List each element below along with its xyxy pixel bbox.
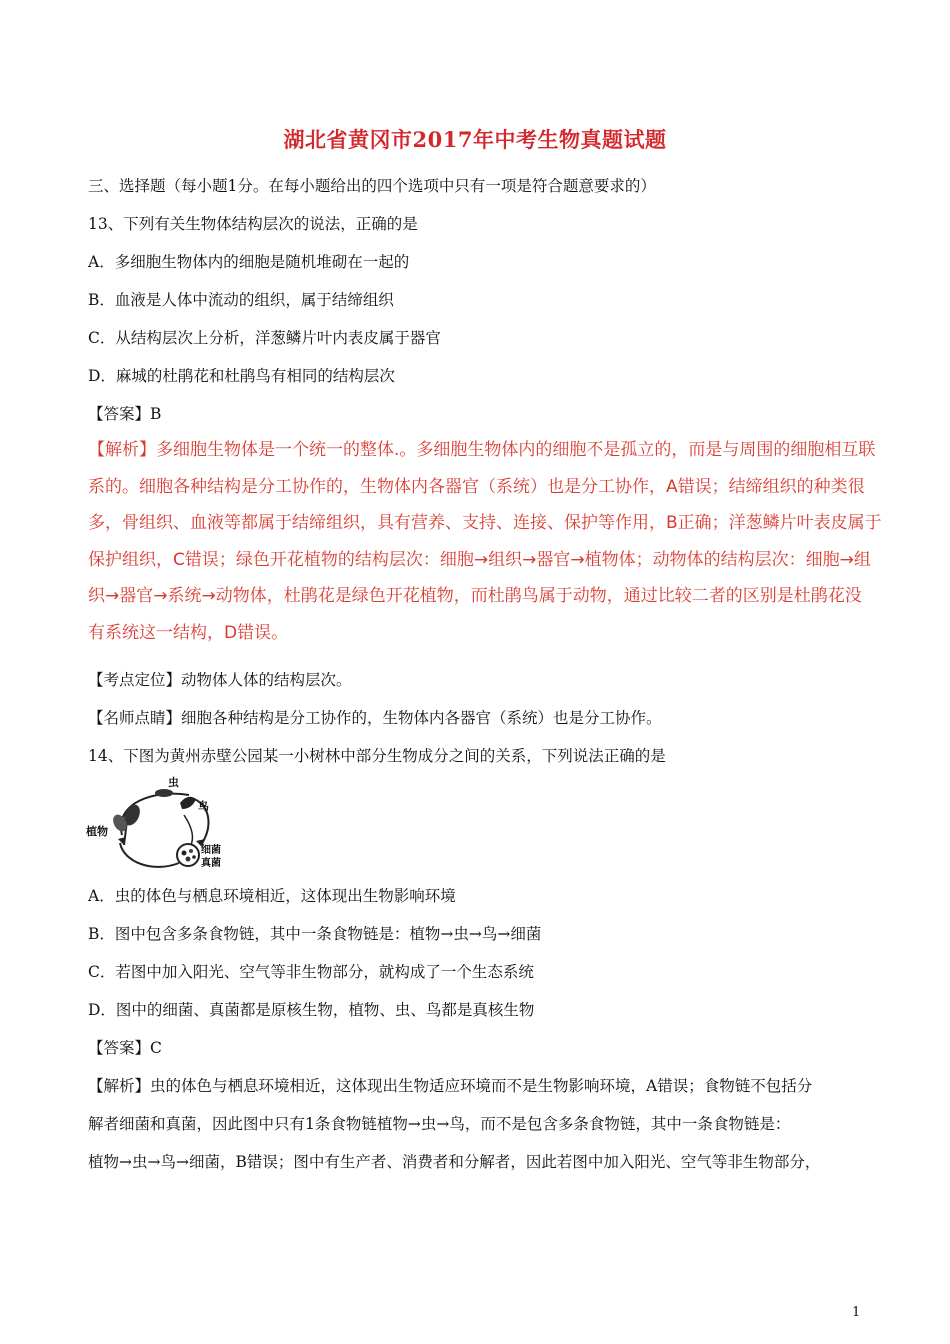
insect-icon xyxy=(155,789,173,797)
q13-option-a: A．多细胞生物体内的细胞是随机堆砌在一起的 xyxy=(88,253,410,271)
q13-option-b: B．血液是人体中流动的组织，属于结缔组织 xyxy=(88,291,394,309)
label-plant: 植物 xyxy=(86,825,108,838)
q14-option-d: D．图中的细菌、真菌都是原核生物，植物、虫、鸟都是真核生物 xyxy=(88,1001,535,1019)
q13-analysis-line: 多，骨组织、血液等都属于结缔组织，具有营养、支持、连接、保护等作用，B正确；洋葱鳞片叶表皮属于 xyxy=(88,513,882,533)
q13-analysis-line: 保护组织，C错误；绿色开花植物的结构层次：细胞→组织→器官→植物体；动物体的结构层次：细胞→组 xyxy=(88,549,871,570)
microbes-icon xyxy=(177,844,199,866)
label-fungi: 真菌 xyxy=(201,858,221,869)
q13-option-d: D．麻城的杜鹃花和杜鹃鸟有相同的结构层次 xyxy=(88,367,395,385)
q14-option-c: C．若图中加入阳光、空气等非生物部分，就构成了一个生态系统 xyxy=(88,963,534,981)
q14-answer: 【答案】C xyxy=(88,1039,162,1057)
q13-analysis-line: 【解析】多细胞生物体是一个统一的整体.。多细胞生物体内的细胞不是孤立的，而是与周围的细胞相互联 xyxy=(88,440,876,460)
q14-analysis-line: 解者细菌和真菌，因此图中只有1条食物链植物→虫→鸟，而不是包含多条食物链，其中一条食物链是： xyxy=(88,1115,791,1133)
microbe-dot xyxy=(192,855,196,859)
microbe-dot xyxy=(182,851,187,856)
q14-analysis-line: 植物→虫→鸟→细菌，B错误；图中有生产者、消费者和分解者，因此若图中加入阳光、空气等非生物部分， xyxy=(88,1153,821,1171)
label-bacteria: 细菌 xyxy=(201,845,221,856)
microbe-dot xyxy=(186,857,191,862)
q13-mingshi: 【名师点睛】细胞各种结构是分工协作的，生物体内各器官（系统）也是分工协作。 xyxy=(88,709,662,727)
food-web-figure xyxy=(84,775,244,873)
label-bird: 鸟 xyxy=(198,800,209,813)
label-insect: 虫 xyxy=(168,776,179,789)
arc-microbes-to-plant xyxy=(120,843,179,867)
page-title: 湖北省黄冈市2017年中考生物真题试题 xyxy=(283,127,667,152)
q13-analysis-line: 系的。细胞各种结构是分工协作的，生物体内各器官（系统）也是分工协作，A错误；结缔组织的种类很 xyxy=(88,476,865,497)
q14-option-b: B．图中包含多条食物链，其中一条食物链是：植物→虫→鸟→细菌 xyxy=(88,925,542,943)
page-number: 1 xyxy=(852,1305,861,1320)
microbe-dot xyxy=(189,849,193,853)
q14-analysis-line: 【解析】虫的体色与栖息环境相近，这体现出生物适应环境而不是生物影响环境，A错误；食物链不包括分 xyxy=(88,1077,813,1095)
q13-stem: 13、下列有关生物体结构层次的说法，正确的是 xyxy=(88,215,418,233)
q13-analysis-line: 有系统这一结构，D错误。 xyxy=(88,622,289,643)
q13-option-c: C．从结构层次上分析，洋葱鳞片叶内表皮属于器官 xyxy=(88,329,441,347)
q13-kaodian: 【考点定位】动物体人体的结构层次。 xyxy=(88,671,352,689)
q14-stem: 14、下图为黄州赤壁公园某一小树林中部分生物成分之间的关系，下列说法正确的是 xyxy=(88,747,666,765)
q13-analysis-line: 织→器官→系统→动物体，杜鹃花是绿色开花植物，而杜鹃鸟属于动物，通过比较二者的区别是杜鹃花没 xyxy=(88,586,862,606)
bird-icon xyxy=(180,797,196,809)
q14-option-a: A．虫的体色与栖息环境相近，这体现出生物影响环境 xyxy=(88,887,456,905)
q13-analysis xyxy=(88,432,882,651)
q13-answer: 【答案】B xyxy=(88,405,162,423)
arc-bird-to-microbes xyxy=(184,815,192,847)
section-heading: 三、选择题（每小题1分。在每小题给出的四个选项中只有一项是符合题意要求的） xyxy=(88,177,656,195)
